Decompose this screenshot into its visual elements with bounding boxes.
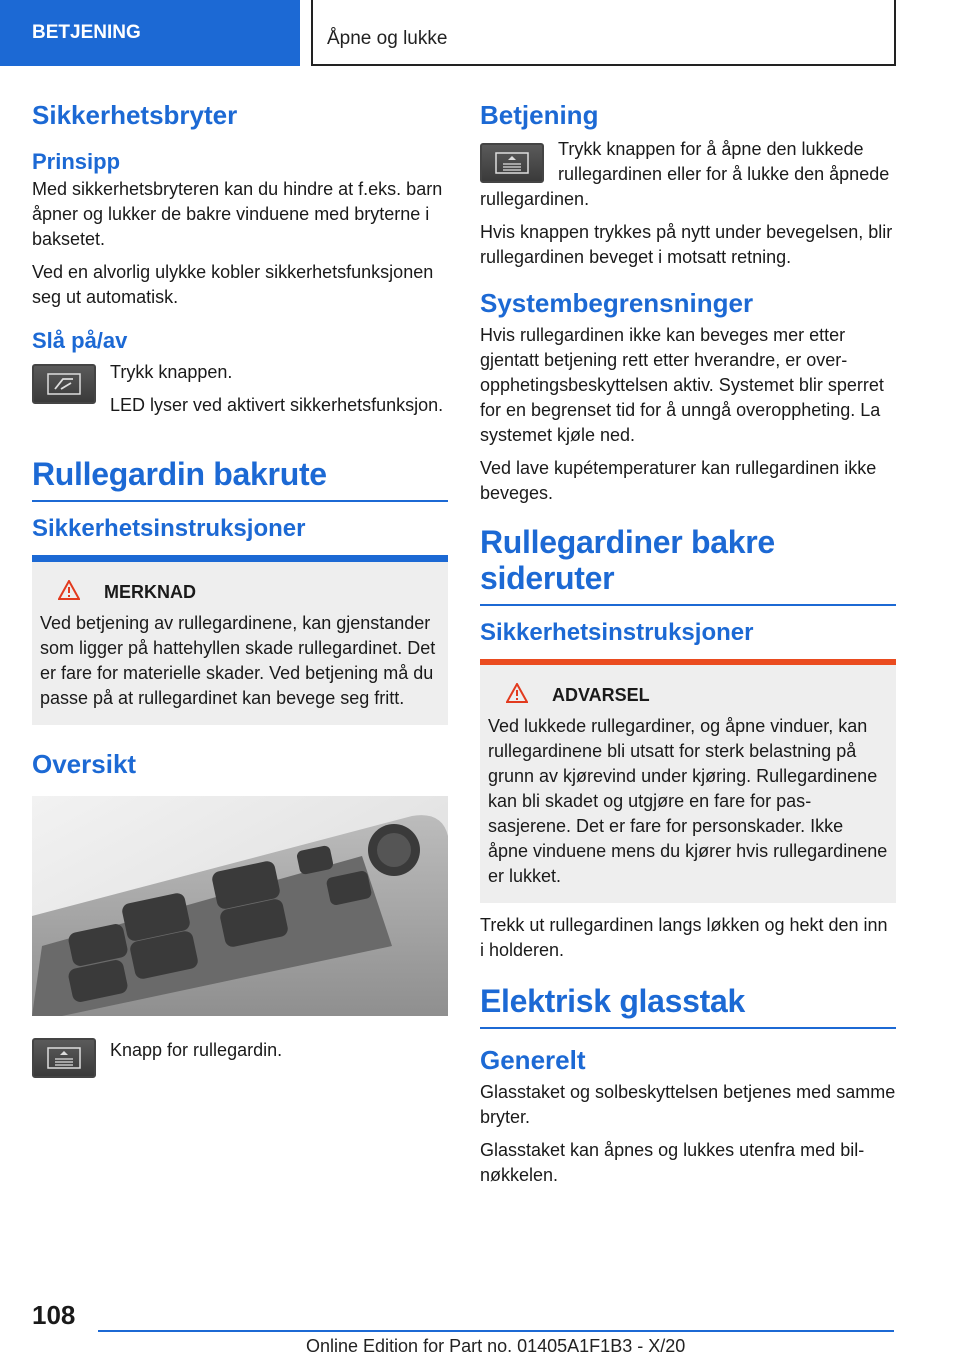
text-onoff-1: Trykk knappen.	[110, 362, 233, 382]
warning-triangle-icon	[58, 580, 80, 605]
heading-safety-switch: Sikkerhetsbryter	[32, 100, 238, 130]
operation-block	[480, 137, 896, 212]
safety-switch-icon	[32, 364, 96, 404]
warning-triangle-icon	[506, 683, 528, 708]
heading-glass-roof: Elektrisk glasstak	[480, 983, 896, 1029]
notice-rule	[32, 555, 448, 562]
overview-legend	[32, 1034, 448, 1063]
text-operation-2: Hvis knappen trykkes på nytt under bevegelsen, blir rullegardinen beveget i motsatt retning.	[480, 222, 893, 267]
left-column	[32, 100, 448, 1082]
onoff-block	[32, 360, 448, 418]
heading-operation: Betjening	[480, 100, 599, 130]
text-limits-2: Ved lave kupétemperaturer kan rullegardinen ikke beveges.	[480, 458, 877, 503]
warning-title: ADVARSEL	[552, 685, 650, 705]
heading-general: Generelt	[480, 1045, 586, 1075]
header-section-tab	[0, 0, 300, 66]
heading-rear-blind: Rullegardin bakrute	[32, 456, 448, 502]
text-principle-2: Ved en alvorlig ulykke kobler sikkerhetsfunksjonen seg ut automatisk.	[32, 262, 434, 307]
heading-system-limits: Systembegrensninger	[480, 288, 754, 318]
notice-box	[32, 562, 448, 725]
header-section-label: BETJENING	[32, 22, 141, 43]
header-chapter-label: Åpne og lukke	[327, 28, 448, 49]
warning-box	[480, 665, 896, 903]
footer-rule	[98, 1330, 894, 1332]
heading-onoff: Slå på/av	[32, 328, 128, 353]
text-pull-out: Trekk ut rullegardinen langs løkken og hekt den inn i holderen.	[480, 915, 888, 960]
footer-edition: Online Edition for Part no. 01405A1F1B3 - X/20	[306, 1336, 686, 1356]
header-chapter	[311, 0, 896, 66]
heading-side-blinds: Rullegardiner bakre sideruter	[480, 524, 896, 606]
rear-blind-button-icon	[32, 1038, 96, 1078]
right-column	[480, 100, 896, 1196]
text-limits-1: Hvis rullegardinen ikke kan beveges mer etter gjentatt betjening rett etter hverandre, er overopphetingsbeskyttelsen aktiv. Systemet blir sperret for en begrenset tid for å unngå overoppheting. La systemet kjøle ned.	[480, 325, 884, 445]
notice-title: MERKNAD	[104, 582, 196, 602]
text-principle-1: Med sikkerhetsbryteren kan du hindre at f.eks. barn åpner og lukker de bakre vinduene med bryterne i baksetet.	[32, 179, 443, 249]
door-switch-panel-photo	[32, 796, 448, 1016]
page-number: 108	[32, 1300, 76, 1330]
notice-text: Ved betjening av rullegardinene, kan gjenstander som ligger på hattehyllen skade rullegardinet. Det er fare for materielle skader. Ved betjening må du passe på at rullegardinet kan bevege seg fritt.	[40, 613, 436, 708]
text-onoff-2: LED lyser ved aktivert sikkerhetsfunksjon.	[110, 395, 444, 415]
heading-safety-instructions-right: Sikkerhetsinstruksjoner	[480, 619, 754, 646]
heading-principle: Prinsipp	[32, 149, 121, 174]
text-general-2: Glasstaket kan åpnes og lukkes utenfra med bilnøkkelen.	[480, 1140, 865, 1185]
warning-text: Ved lukkede rullegardiner, og åpne vinduer, kan rullegardinene bli utsatt for sterk belastning på grunn av kjørevind under kjøring. Rullegardinene kan bli skadet og utgjøre en fare for passasjerene. Det er fare for personskader. Ikke åpne vinduene mens du kjører hvis rullegardinene er lukket.	[488, 716, 888, 886]
text-general-1: Glasstaket og solbeskyttelsen betjenes med samme bryter.	[480, 1082, 896, 1127]
heading-safety-instructions-left: Sikkerhetsinstruksjoner	[32, 515, 306, 542]
text-operation-1: Trykk knappen for å åpne den lukkede rullegardinen eller for å lukke den åpnede rullegardinen.	[480, 139, 890, 209]
text-overview-button: Knapp for rullegardin.	[110, 1040, 283, 1060]
rear-blind-button-icon	[480, 143, 544, 183]
heading-overview: Oversikt	[32, 749, 137, 779]
